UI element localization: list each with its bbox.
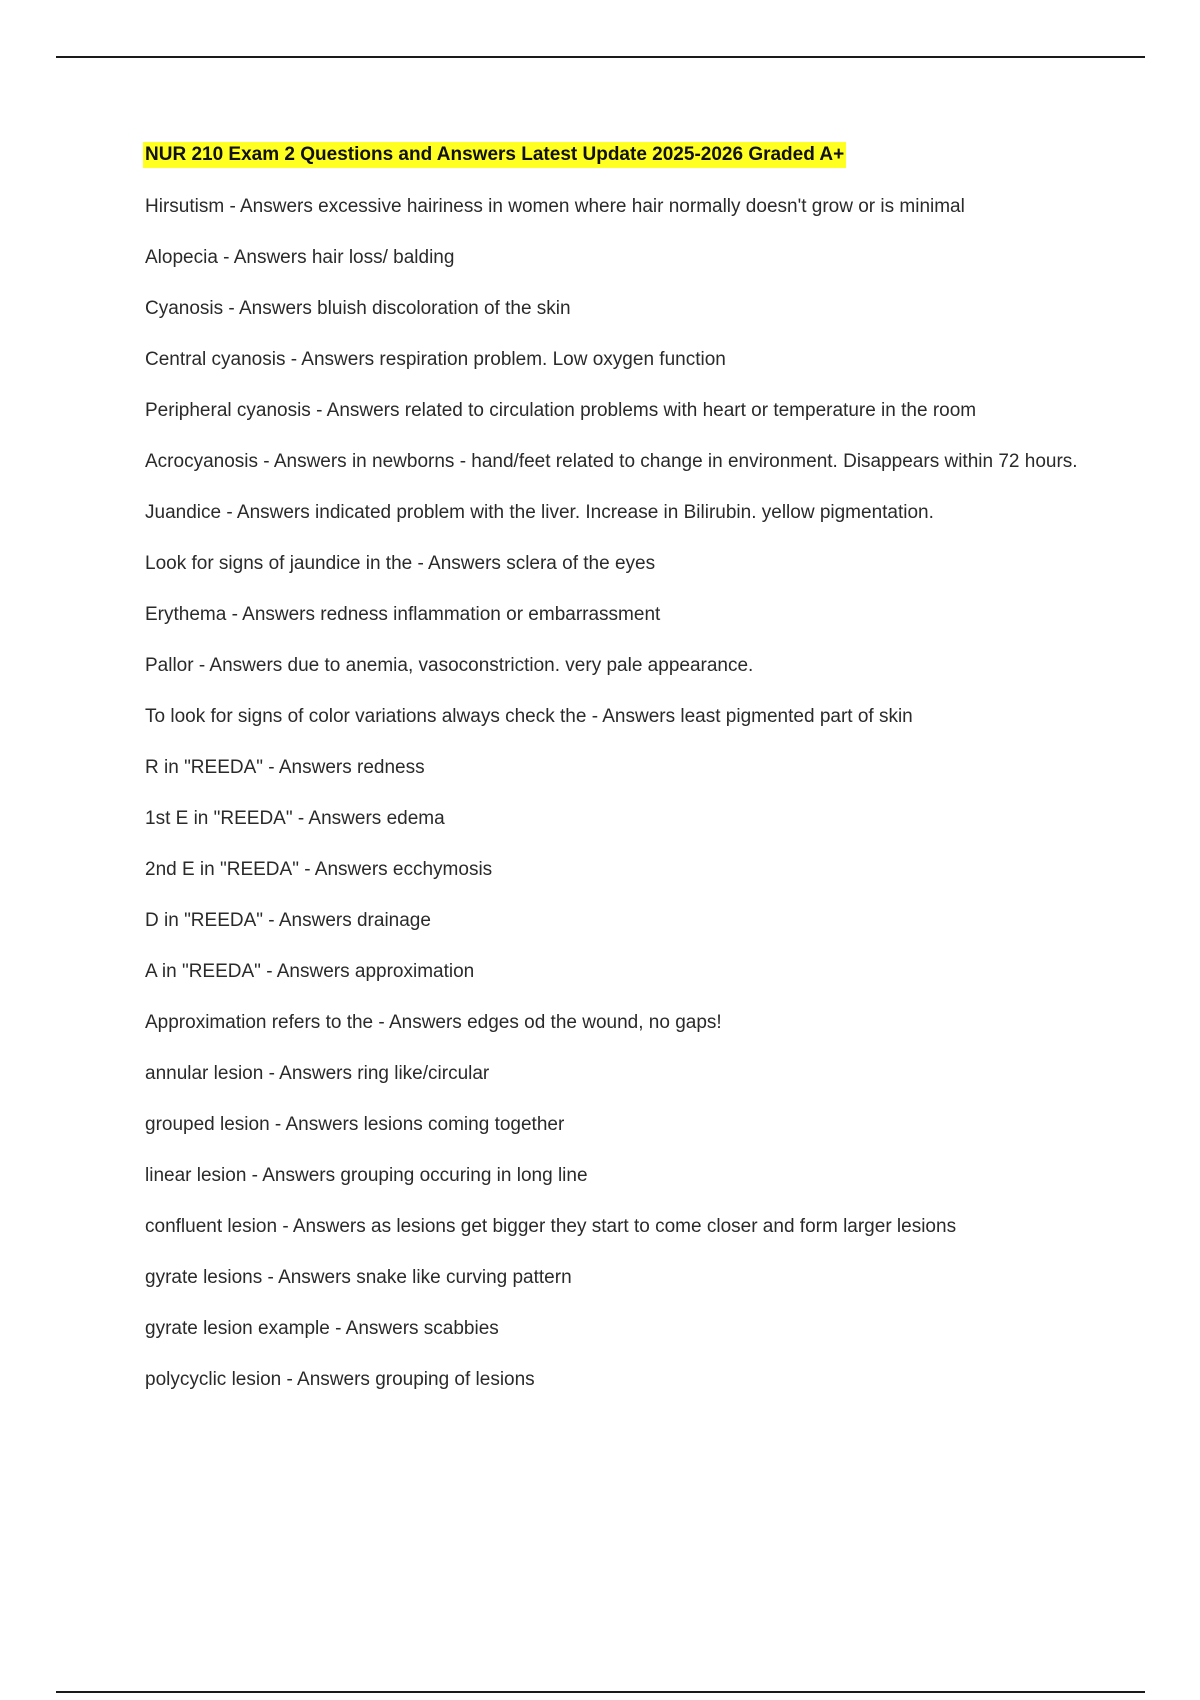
- qa-item: gyrate lesion example - Answers scabbies: [145, 1318, 499, 1339]
- qa-item: confluent lesion - Answers as lesions get bigger they start to come closer and form larger lesions: [145, 1216, 957, 1237]
- qa-item: R in "REEDA" - Answers redness: [145, 757, 425, 778]
- qa-item: Hirsutism - Answers excessive hairiness in women where hair normally doesn't grow or is minimal: [145, 196, 965, 217]
- qa-item: Cyanosis - Answers bluish discoloration of the skin: [145, 298, 571, 319]
- qa-item: 1st E in "REEDA" - Answers edema: [145, 808, 445, 829]
- qa-item: To look for signs of color variations always check the - Answers least pigmented part of skin: [145, 706, 913, 727]
- qa-item: 2nd E in "REEDA" - Answers ecchymosis: [145, 859, 493, 880]
- qa-item: gyrate lesions - Answers snake like curving pattern: [145, 1267, 572, 1288]
- footer-rule: [56, 1691, 1145, 1693]
- qa-item: Erythema - Answers redness inflammation or embarrassment: [145, 604, 661, 625]
- qa-item: Central cyanosis - Answers respiration problem. Low oxygen function: [145, 349, 726, 370]
- qa-item: A in "REEDA" - Answers approximation: [145, 961, 475, 982]
- header-rule: [56, 56, 1145, 58]
- qa-item: Look for signs of jaundice in the - Answers sclera of the eyes: [145, 553, 656, 574]
- qa-item: grouped lesion - Answers lesions coming together: [145, 1114, 565, 1135]
- document-title: NUR 210 Exam 2 Questions and Answers Latest Update 2025-2026 Graded A+: [143, 142, 846, 168]
- qa-item: Peripheral cyanosis - Answers related to circulation problems with heart or temperature in the room: [145, 400, 977, 421]
- qa-item: Approximation refers to the - Answers edges od the wound, no gaps!: [145, 1012, 722, 1033]
- qa-item: Pallor - Answers due to anemia, vasoconstriction. very pale appearance.: [145, 655, 754, 676]
- qa-item: D in "REEDA" - Answers drainage: [145, 910, 431, 931]
- qa-item: Juandice - Answers indicated problem with the liver. Increase in Bilirubin. yellow pigmentation.: [145, 502, 934, 523]
- qa-list: [145, 192, 1090, 1395]
- qa-item: linear lesion - Answers grouping occuring in long line: [145, 1165, 588, 1186]
- qa-item: annular lesion - Answers ring like/circular: [145, 1063, 490, 1084]
- document-body: [145, 142, 1090, 1416]
- qa-item: polycyclic lesion - Answers grouping of lesions: [145, 1369, 535, 1390]
- qa-item: Alopecia - Answers hair loss/ balding: [145, 247, 455, 268]
- qa-item: Acrocyanosis - Answers in newborns - hand/feet related to change in environment. Disappears within 72 hours.: [145, 451, 1078, 472]
